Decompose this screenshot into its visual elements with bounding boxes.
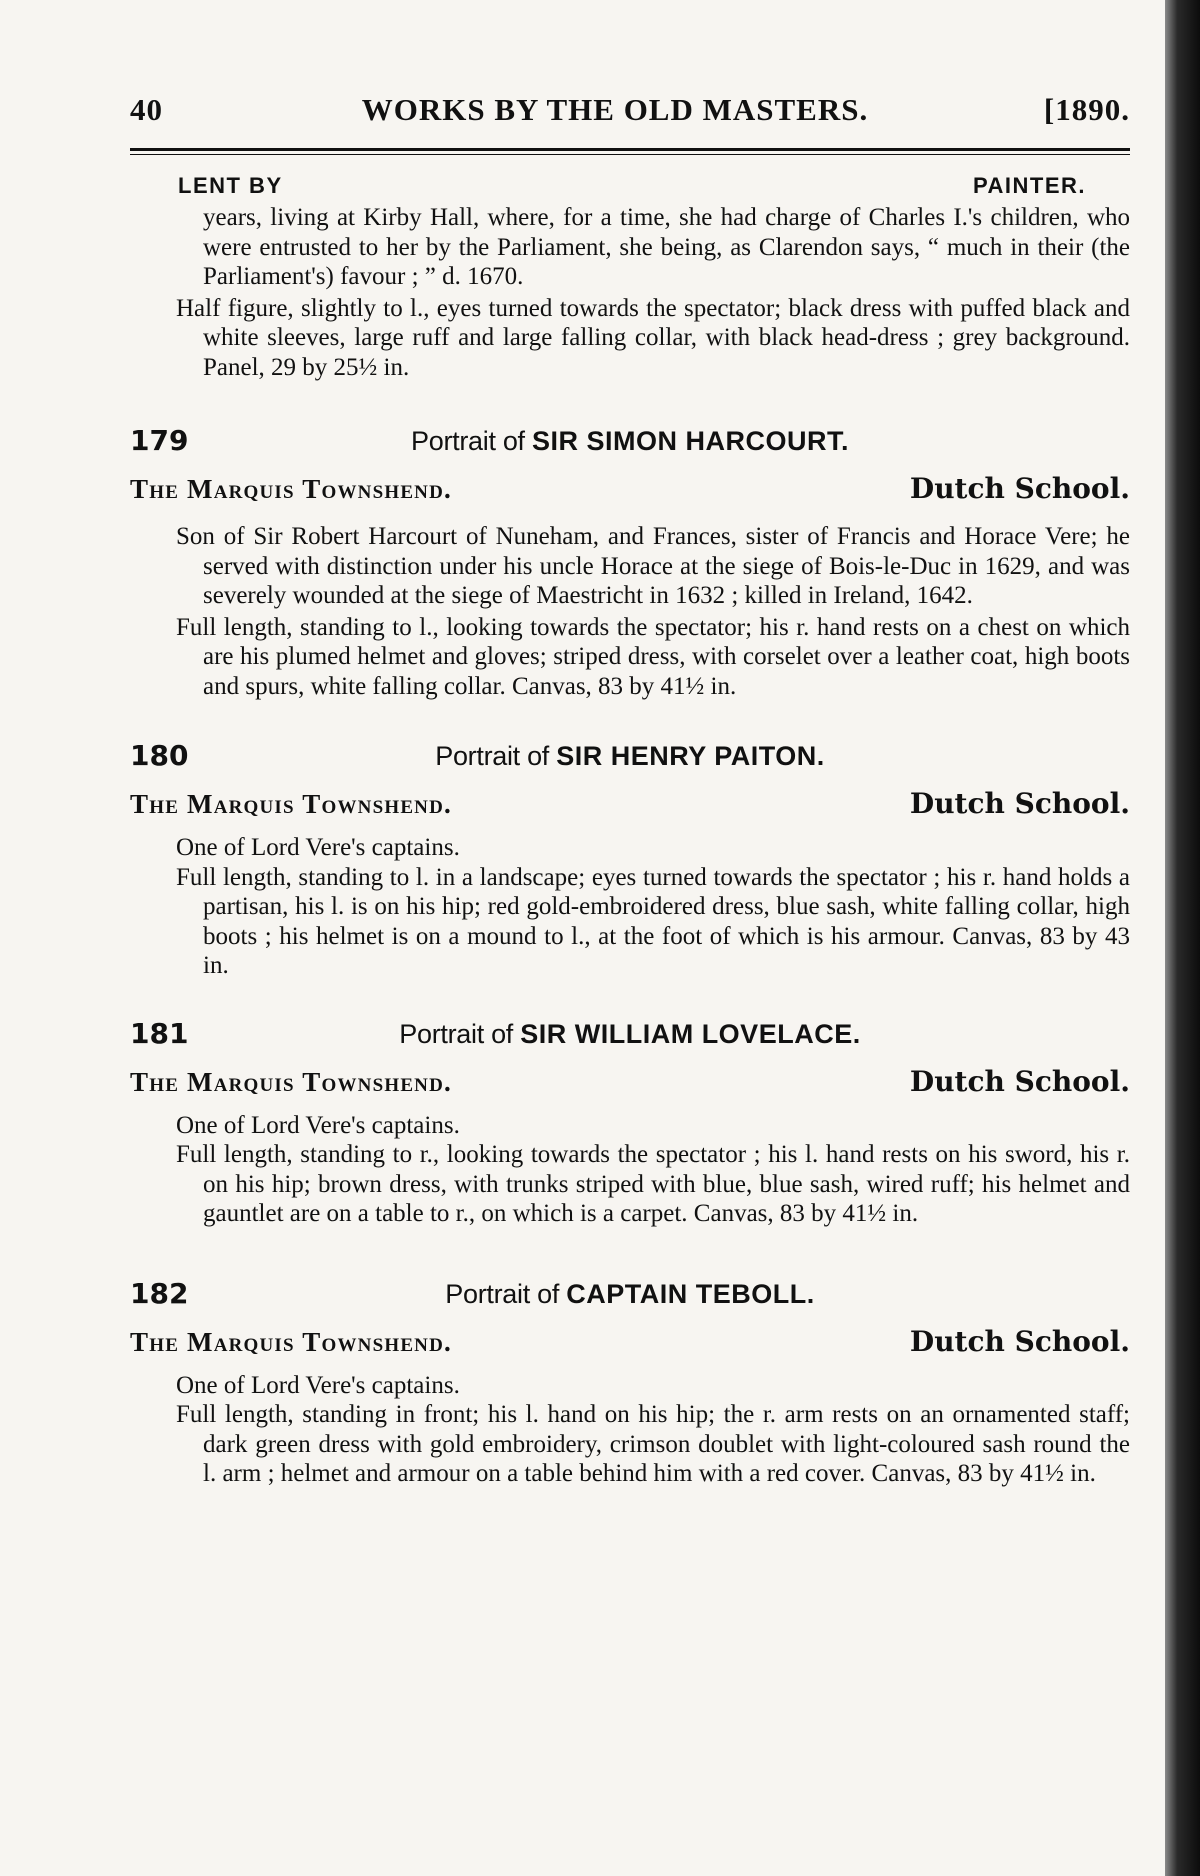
entry-number: 180 (130, 739, 189, 772)
sitter-name: SIR WILLIAM LOVELACE. (520, 1018, 861, 1049)
page-number: 40 (130, 92, 163, 127)
lender-name: The Marquis Townshend. (130, 474, 452, 504)
entry-description: Full length, standing to l. in a landscape; eyes turned towards the spectator ; his r. hand holds a partisan, his l. is on his hip; red gold-embroidered dress, blue sash, white falling collar, high boots ; his helmet is on a mound to l., at the foot of which is his armour. Canvas, 83 by 43 in. (176, 863, 1130, 979)
painter-header: PAINTER. (972, 173, 1086, 198)
lender-row (130, 787, 1130, 823)
continued-description: Half figure, slightly to l., eyes turned towards the spectator; black dress with puffed black and white sleeves, large ruff and large falling collar, with black head-dress ; grey background. Panel, 29 by 25½ in. (176, 294, 1130, 381)
lender-row (130, 1065, 1130, 1101)
lender-row (130, 472, 1130, 508)
sitter-name: SIR SIMON HARCOURT. (531, 426, 849, 456)
title-prefix: Portrait of (435, 741, 549, 771)
entry-number: 182 (130, 1276, 189, 1310)
catalogue-entry (130, 1277, 1130, 1489)
entry-number: 179 (130, 424, 189, 457)
lender-name: The Marquis Townshend. (130, 1066, 452, 1097)
continued-biography: years, living at Kirby Hall, where, for a time, she had charge of Charles I.'s children, who were entrusted to her by the Parliament, she being, as Clarendon says, “ much in their (the Parliament's) favour ; ” d. 1670. (203, 204, 1130, 290)
running-title: WORKS BY THE OLD MASTERS. (361, 92, 869, 127)
entry-description: Full length, standing to l., looking towards the spectator; his r. hand rests on a chest on which are his plumed helmet and gloves; striped dress, with corselet over a leather coat, high boots and spurs, white falling collar. Canvas, 83 by 41½ in. (176, 613, 1130, 700)
entry-title (130, 1016, 1130, 1050)
entry-number: 181 (130, 1016, 189, 1050)
header-double-rule (130, 148, 1130, 155)
entry-biography: Son of Sir Robert Harcourt of Nuneham, and Frances, sister of Francis and Horace Vere; he served with distinction under his uncle Horace at the siege of Bois-le-Duc in 1629, and was severely wounded at the siege of Maestricht in 1632 ; killed in Ireland, 1642. (176, 523, 1130, 609)
entry-title (130, 741, 1130, 772)
sitter-name: CAPTAIN TEBOLL. (566, 1278, 815, 1309)
entry-heading (130, 739, 1130, 779)
painter-school: Dutch School. (909, 1064, 1130, 1098)
lent-by-header: LENT BY (178, 173, 283, 198)
entry-title (130, 1276, 1130, 1310)
lender-name: The Marquis Townshend. (130, 1326, 452, 1357)
lender-name: The Marquis Townshend. (130, 789, 452, 819)
entry-description: Full length, standing in front; his l. hand on his hip; the r. arm rests on an ornamented staff; dark green dress with gold embroidery, crimson doublet with light-coloured sash round the l. arm ; helmet and armour on a table behind him with a red cover. Canvas, 83 by 41½ in. (176, 1401, 1130, 1487)
running-year: [1890. (1043, 92, 1130, 127)
catalogue-entry (130, 739, 1130, 981)
title-prefix: Portrait of (399, 1018, 514, 1049)
entry-heading (130, 1277, 1130, 1317)
title-prefix: Portrait of (445, 1278, 560, 1309)
entry-biography: One of Lord Vere's captains. (176, 1111, 460, 1139)
entry-description: Full length, standing to r., looking towards the spectator ; his l. hand rests on his sword, his r. on his hip; brown dress, with trunks striped with blue, blue sash, wired ruff; his helmet and gauntlet are on a table to r., on which is a carpet. Canvas, 83 by 41½ in. (176, 1141, 1130, 1227)
catalogue-entry (130, 424, 1130, 701)
entry-heading (130, 1017, 1130, 1057)
painter-school: Dutch School. (909, 472, 1130, 505)
title-prefix: Portrait of (411, 426, 525, 456)
lender-row (130, 1325, 1130, 1361)
catalogue-entry (130, 1017, 1130, 1229)
entry-biography: One of Lord Vere's captains. (176, 834, 460, 861)
painter-school: Dutch School. (909, 1324, 1130, 1358)
book-gutter-shadow (1165, 0, 1200, 1876)
page-content (130, 92, 1130, 1489)
entry-heading (130, 424, 1130, 464)
column-headers (130, 173, 1130, 199)
entry-biography: One of Lord Vere's captains. (176, 1371, 460, 1399)
running-head (130, 92, 1130, 132)
sitter-name: SIR HENRY PAITON. (556, 741, 825, 771)
entry-title (130, 426, 1130, 457)
painter-school: Dutch School. (909, 787, 1130, 820)
